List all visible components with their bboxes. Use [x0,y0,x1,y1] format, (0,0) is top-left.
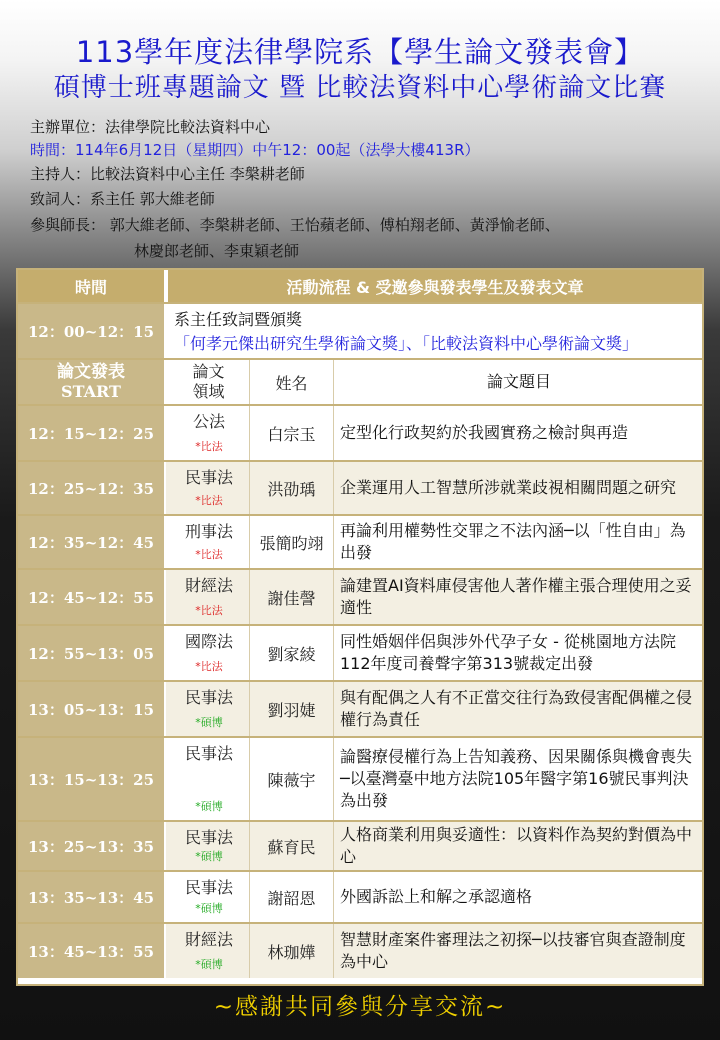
paper-title: 智慧財產案件審理法之初探─以技審官與查證制度為中心 [340,930,686,971]
presenter-name: 謝佳謦 [250,570,334,624]
opening-text: 系主任致詞暨頒獎 [174,310,303,329]
field-name: 財經法 [184,930,233,949]
paper-title: 同性婚姻伴侶與涉外代孕子女 - 從桃園地方法院112年度司養聲字第313號裁定出發 [340,632,676,673]
table-row [18,626,702,682]
field-name: 公法 [192,412,225,431]
category-tag: *碩博 [195,716,223,729]
column-header-activity: 活動流程 & 受邀參與發表學生及發表文章 [168,270,702,302]
table-row [18,516,702,570]
category-tag: *比法 [195,604,223,617]
field-cell [168,570,250,624]
session-time: 12：15~12：25 [18,406,166,460]
paper-title: 定型化行政契約於我國實務之檢討與再造 [340,423,629,442]
table-row [18,570,702,626]
teachers-info: 參與師長： 郭大維老師、李槃耕老師、王怡蘋老師、傅柏翔老師、黃淨愉老師、 [30,216,560,234]
field-name: 民事法 [184,468,233,487]
column-header-field [168,360,250,404]
table-row [18,682,702,738]
start-label [18,360,166,404]
field-cell [168,682,250,736]
host-info: 主持人：比較法資料中心主任 李槃耕老師 [30,165,305,183]
session-time: 13：05~13：15 [18,682,166,736]
session-time: 13：25~13：35 [18,822,166,870]
schedule-table [16,268,704,986]
presenter-name: 林珈嬅 [250,924,334,978]
paper-title: 與有配偶之人有不正當交往行為致侵害配偶權之侵權行為責任 [340,688,693,729]
table-row [18,462,702,516]
table-row [18,924,702,978]
session-time: 13：15~13：25 [18,738,166,820]
field-header-line2: 領域 [192,382,225,401]
teachers-info-continued: 林慶郎老師、李東穎老師 [134,242,300,260]
table-row [18,872,702,924]
category-tag: *碩博 [195,958,223,971]
awards-text: 「何孝元傑出研究生學術論文獎」、「比較法資料中心學術論文獎」 [174,334,639,353]
presenter-name: 白宗玉 [250,406,334,460]
field-cell [168,738,250,820]
paper-title: 企業運用人工智慧所涉就業歧視相關問題之研究 [340,478,677,497]
category-tag: *碩博 [195,902,223,915]
session-time: 12：35~12：45 [18,516,166,568]
table-row [18,406,702,462]
page-subtitle: 碩博士班專題論文 暨 比較法資料中心學術論文比賽 [53,73,667,103]
presenter-name: 劉羽婕 [250,682,334,736]
event-header [0,0,720,268]
paper-title: 外國訴訟上和解之承認適格 [340,887,533,906]
field-cell [168,516,250,568]
page-title: 113學年度法律學院系【學生論文發表會】 [75,35,645,69]
session-time: 13：35~13：45 [18,872,166,922]
session-time: 12：25~12：35 [18,462,166,514]
presenter-name: 劉家綾 [250,626,334,680]
field-cell [168,626,250,680]
category-tag: *比法 [195,548,223,561]
session-time: 12：45~12：55 [18,570,166,624]
paper-title: 論建置AI資料庫侵害他人著作權主張合理使用之妥適性 [340,576,692,617]
column-header-name: 姓名 [250,360,334,404]
field-name: 民事法 [184,828,233,847]
opening-content [168,304,702,358]
category-tag: *碩博 [195,850,223,863]
session-time: 13：45~13：55 [18,924,166,978]
category-tag: *比法 [195,660,223,673]
field-name: 國際法 [184,632,233,651]
field-cell [168,406,250,460]
paper-title: 再論利用權勢性交罪之不法內涵─以「性自由」為出發 [340,521,686,562]
field-cell [168,822,250,870]
paper-title: 人格商業利用與妥適性：以資料作為契約對價為中心 [340,825,693,866]
start-label-line2: START [61,382,121,401]
table-header-row [18,270,702,304]
category-tag: *比法 [195,494,223,507]
footer-thanks: ~感謝共同參與分享交流~ [213,994,507,1020]
subheader-row [18,360,702,406]
start-label-line1: 論文發表 [57,362,125,382]
field-cell [168,462,250,514]
category-tag: *比法 [195,440,223,453]
field-name: 財經法 [184,576,233,595]
presenter-name: 陳薇宇 [250,738,334,820]
table-row [18,738,702,822]
event-time-info: 時間：114年6月12日（星期四）中午12：00起（法學大樓413R） [30,141,480,159]
paper-title: 論醫療侵權行為上告知義務、因果關係與機會喪失─以臺灣臺中地方法院105年醫字第16號民事判決為出發 [340,747,693,810]
field-name: 民事法 [184,744,233,763]
presenter-name: 蘇育民 [250,822,334,870]
field-name: 民事法 [184,688,233,707]
column-header-paper: 論文題目 [334,360,702,404]
field-header-line1: 論文 [192,362,225,381]
field-cell [168,872,250,922]
presenter-name: 謝韶恩 [250,872,334,922]
session-time: 12：55~13：05 [18,626,166,680]
field-name: 刑事法 [184,522,233,541]
table-row [18,822,702,872]
speech-info: 致詞人：系主任 郭大維老師 [30,190,215,208]
opening-time: 12：00~12：15 [18,304,166,358]
field-cell [168,924,250,978]
organizer-info: 主辦單位：法律學院比較法資料中心 [30,118,271,136]
presenter-name: 張簡昀翊 [250,516,334,568]
category-tag: *碩博 [195,800,223,813]
field-name: 民事法 [184,878,233,897]
column-header-time: 時間 [18,270,166,302]
opening-row [18,304,702,360]
presenter-name: 洪劭瑀 [250,462,334,514]
